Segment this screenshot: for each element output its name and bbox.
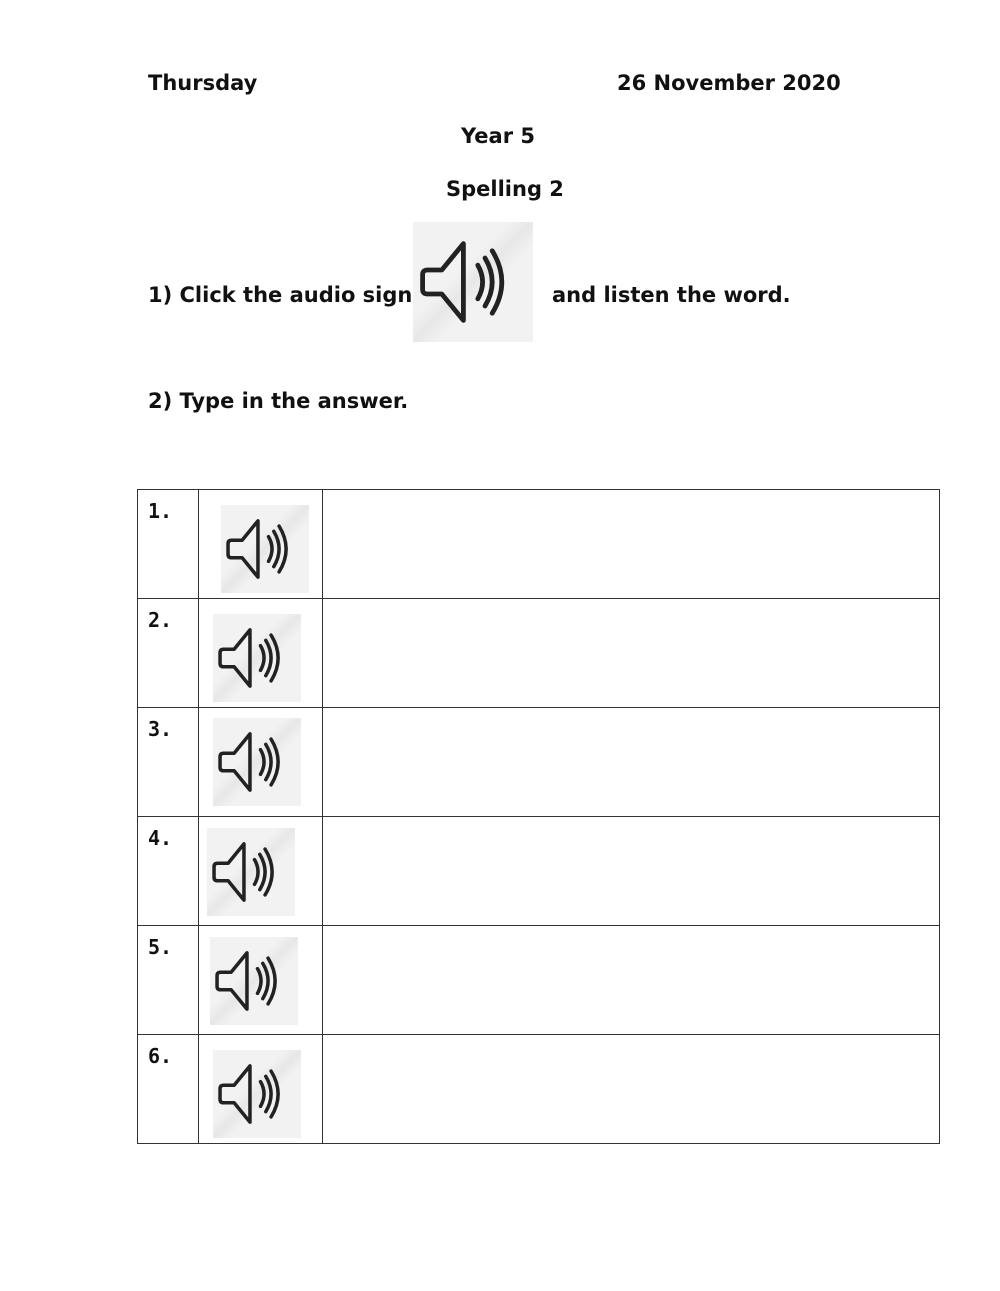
table-row — [138, 817, 940, 926]
answer-input[interactable] — [329, 823, 937, 921]
answer-input[interactable] — [329, 605, 937, 703]
row-number-cell — [138, 1035, 199, 1144]
row-number: 1. — [148, 499, 173, 523]
answer-cell — [323, 817, 940, 926]
answer-cell — [323, 1035, 940, 1144]
table-row — [138, 490, 940, 599]
answer-cell — [323, 926, 940, 1035]
day-label: Thursday — [148, 71, 258, 95]
speaker-icon[interactable] — [207, 828, 295, 916]
speaker-icon[interactable] — [213, 1050, 301, 1138]
instruction-step1-text: 1) Click the audio sign — [148, 283, 413, 307]
row-number: 4. — [148, 826, 173, 850]
table-row — [138, 1035, 940, 1144]
table-row — [138, 599, 940, 708]
row-number-cell — [138, 926, 199, 1035]
speaker-icon[interactable] — [213, 718, 301, 806]
speaker-icon[interactable] — [221, 505, 309, 593]
speaker-icon[interactable] — [213, 614, 301, 702]
answer-cell — [323, 599, 940, 708]
audio-cell — [199, 926, 323, 1035]
example-speaker-icon — [413, 222, 533, 342]
spelling-table — [137, 489, 940, 1144]
year-label: Year 5 — [461, 124, 535, 148]
audio-cell — [199, 599, 323, 708]
audio-cell — [199, 1035, 323, 1144]
audio-cell — [199, 817, 323, 926]
date-label: 26 November 2020 — [617, 71, 841, 95]
row-number-cell — [138, 599, 199, 708]
answer-input[interactable] — [329, 714, 937, 812]
row-number: 3. — [148, 717, 173, 741]
speaker-icon[interactable] — [210, 937, 298, 1025]
instruction-step2-text: 2) Type in the answer. — [148, 389, 409, 413]
answer-input[interactable] — [329, 1041, 937, 1139]
row-number-cell — [138, 490, 199, 599]
row-number-cell — [138, 708, 199, 817]
page-title: Spelling 2 — [446, 177, 564, 201]
audio-cell — [199, 708, 323, 817]
row-number: 5. — [148, 935, 173, 959]
answer-cell — [323, 490, 940, 599]
table-row — [138, 708, 940, 817]
row-number: 6. — [148, 1044, 173, 1068]
instruction-step1-tail: and listen the word. — [552, 283, 791, 307]
row-number-cell — [138, 817, 199, 926]
answer-cell — [323, 708, 940, 817]
table-row — [138, 926, 940, 1035]
answer-input[interactable] — [329, 496, 937, 594]
row-number: 2. — [148, 608, 173, 632]
audio-cell — [199, 490, 323, 599]
answer-input[interactable] — [329, 932, 937, 1030]
